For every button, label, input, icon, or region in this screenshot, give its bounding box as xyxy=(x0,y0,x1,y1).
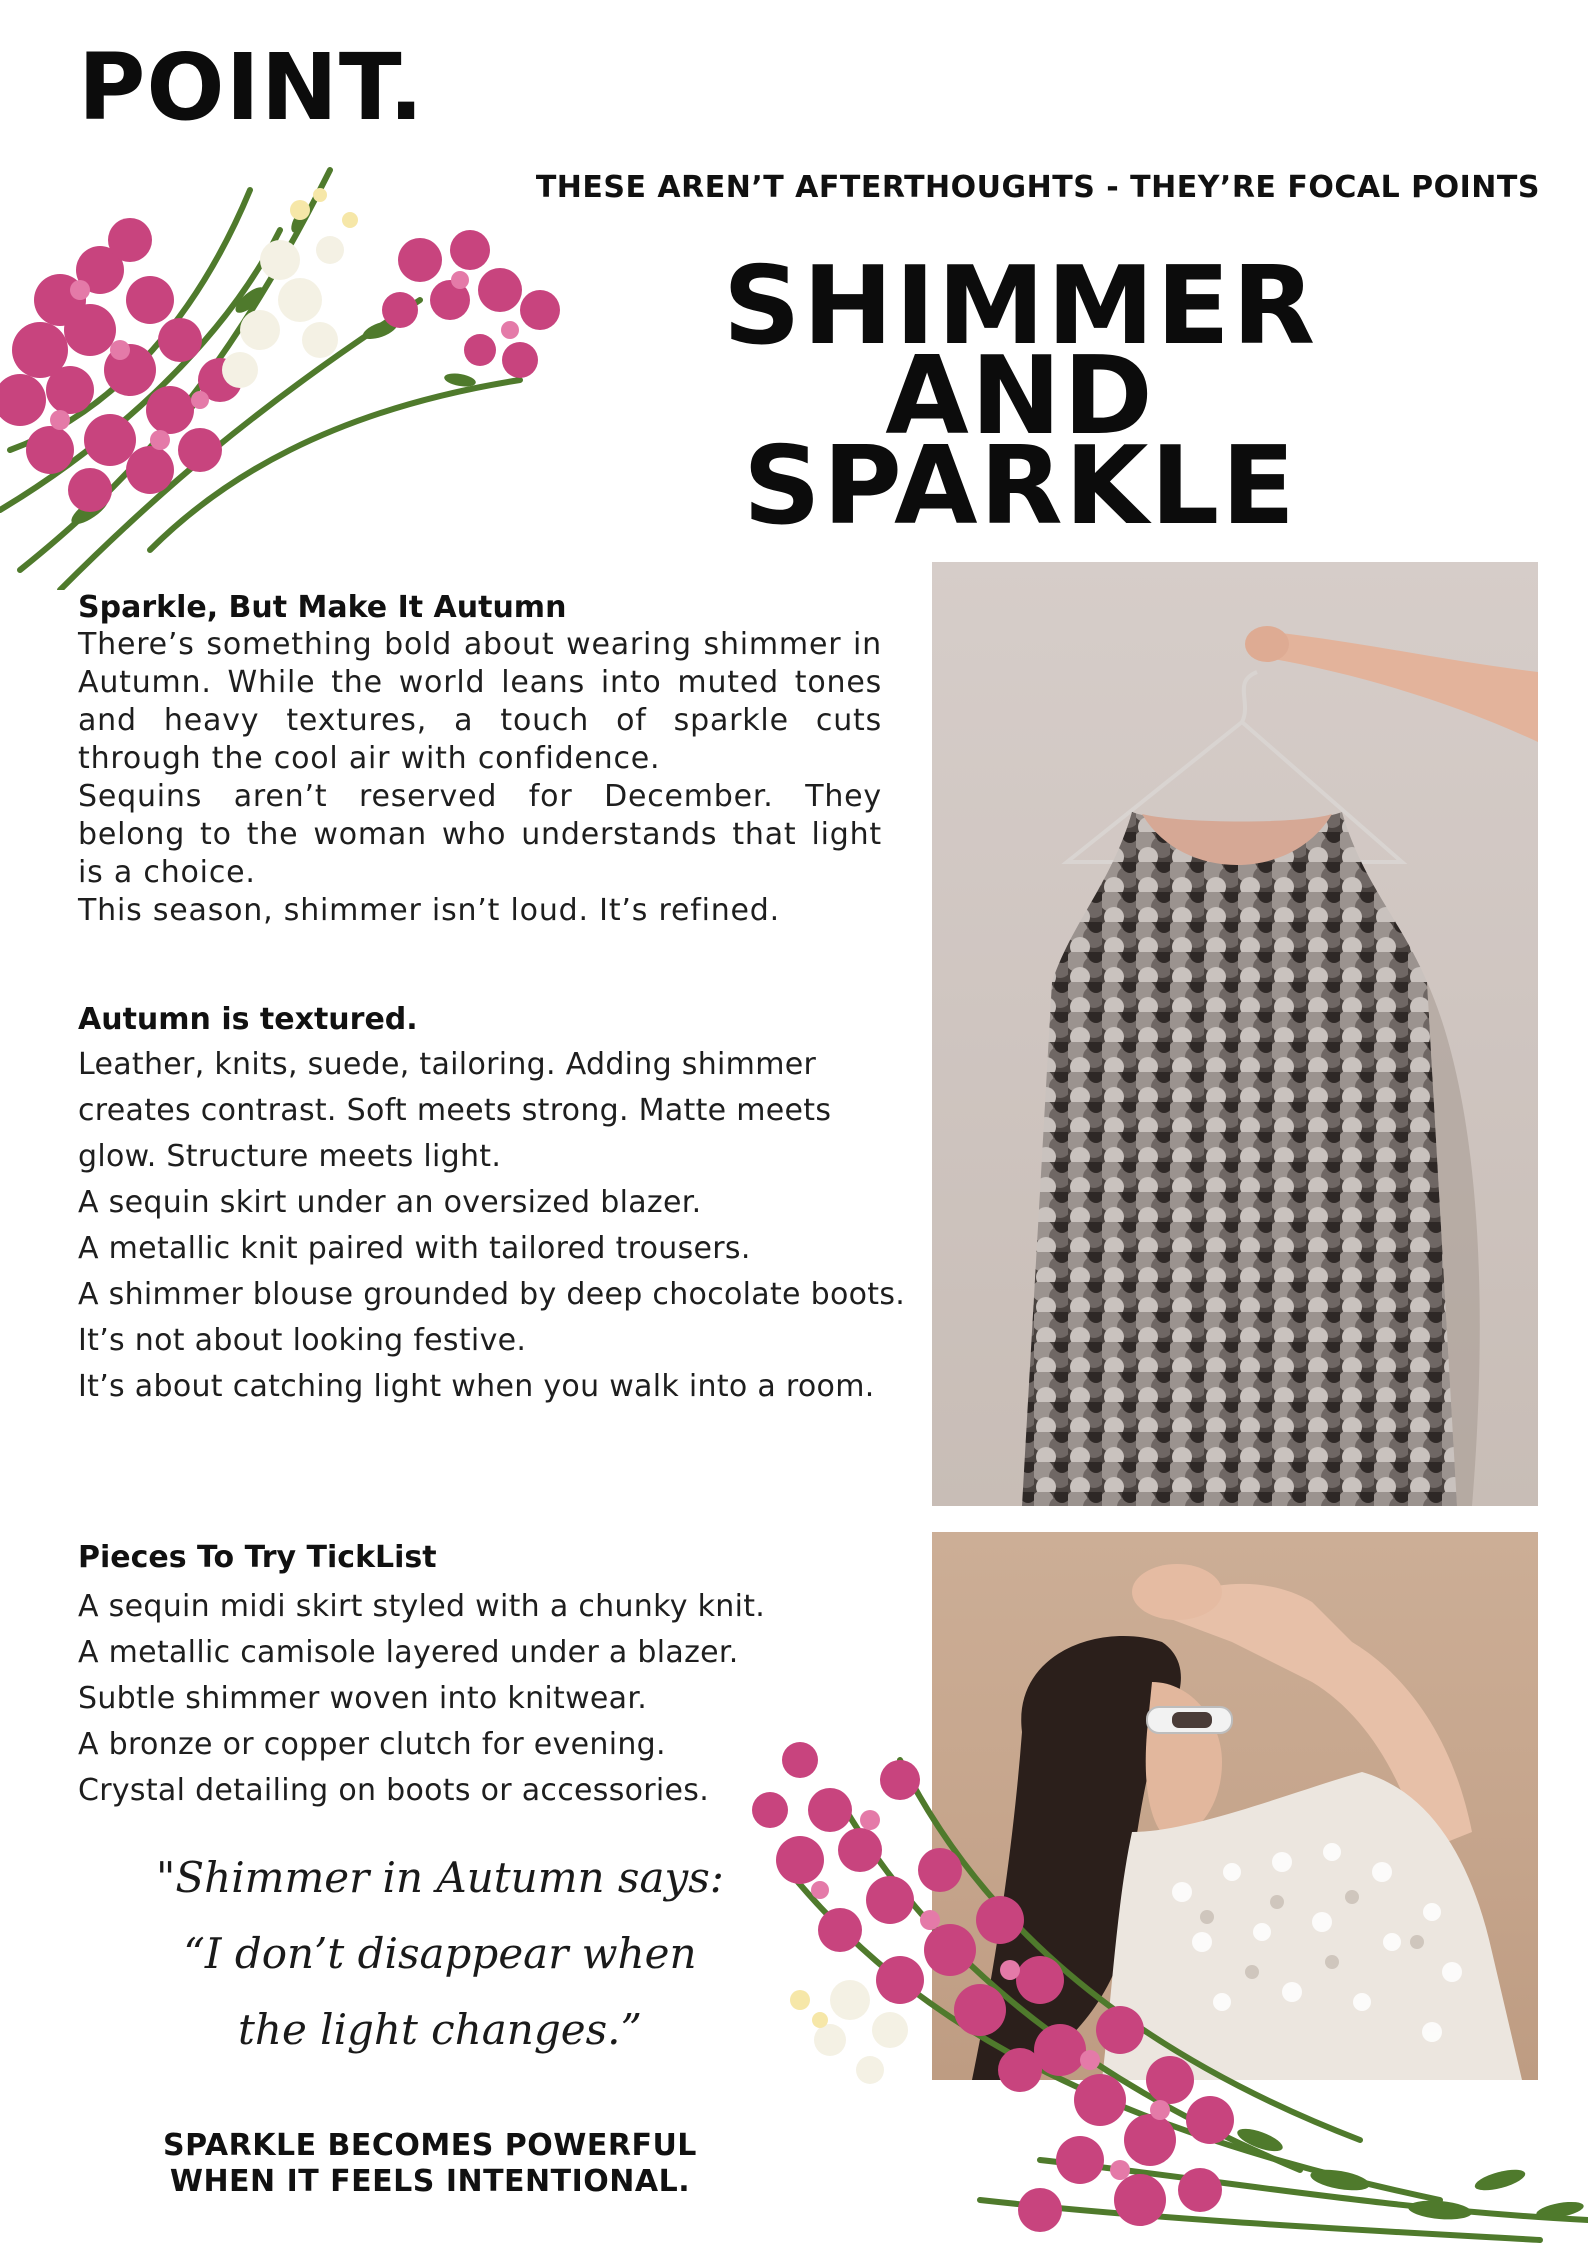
list-item: A bronze or copper clutch for evening. xyxy=(78,1727,666,1762)
flowers-top-decoration xyxy=(0,150,600,590)
paragraph: A sequin skirt under an oversized blazer. xyxy=(78,1185,702,1220)
list-item: A sequin midi skirt styled with a chunky knit. xyxy=(78,1589,766,1624)
quote-line: "Shimmer in Autumn says: xyxy=(156,1853,724,1902)
headline-line-1: SHIMMER AND xyxy=(722,244,1318,459)
section-body-textured xyxy=(78,1042,918,1410)
list-item: Crystal detailing on boots or accessories. xyxy=(78,1773,710,1808)
pull-quote xyxy=(140,1840,740,2068)
paragraph: A metallic knit paired with tailored trousers. xyxy=(78,1231,751,1266)
flowers-bottom-decoration xyxy=(740,1740,1588,2246)
closing-line: SPARKLE BECOMES POWERFUL xyxy=(163,2128,697,2163)
snapdragon-flowers-icon xyxy=(740,1740,1588,2246)
quote-line: the light changes.” xyxy=(238,2005,642,2054)
list-item: A metallic camisole layered under a blazer. xyxy=(78,1635,739,1670)
quote-line: “I don’t disappear when xyxy=(183,1929,697,1978)
section-body-sparkle xyxy=(78,626,882,930)
paragraph: A shimmer blouse grounded by deep chocolate boots. xyxy=(78,1277,906,1312)
paragraph: This season, shimmer isn’t loud. It’s refined. xyxy=(78,893,780,928)
section-title-ticklist: Pieces To Try TickList xyxy=(78,1540,437,1575)
snapdragon-flowers-icon xyxy=(0,150,600,590)
list-item: Subtle shimmer woven into knitwear. xyxy=(78,1681,648,1716)
brand-logo: POINT. xyxy=(78,34,425,141)
closing-statement xyxy=(120,2128,740,2200)
dress-photo xyxy=(932,562,1538,1506)
section-title-sparkle: Sparkle, But Make It Autumn xyxy=(78,590,567,625)
paragraph: Leather, knits, suede, tailoring. Adding shimmer creates contrast. Soft meets strong. Matte meets glow. Structure meets light. xyxy=(78,1047,832,1174)
section-title-textured: Autumn is textured. xyxy=(78,1002,418,1037)
paragraph: It’s not about looking festive. xyxy=(78,1323,527,1358)
paragraph: It’s about catching light when you walk into a room. xyxy=(78,1369,875,1404)
paragraph: There’s something bold about wearing shimmer in Autumn. While the world leans into muted tones and heavy textures, a touch of sparkle cuts through the cool air with confidence. xyxy=(78,627,882,776)
closing-line: WHEN IT FEELS INTENTIONAL. xyxy=(169,2164,691,2199)
headline xyxy=(580,244,1460,549)
tagline: THESE AREN’T AFTERTHOUGHTS - THEY’RE FOCAL POINTS xyxy=(535,170,1540,205)
headline-line-2: SPARKLE xyxy=(742,424,1298,549)
sequin-dress-icon xyxy=(932,562,1538,1506)
paragraph: Sequins aren’t reserved for December. They belong to the woman who understands that light is a choice. xyxy=(78,779,882,890)
